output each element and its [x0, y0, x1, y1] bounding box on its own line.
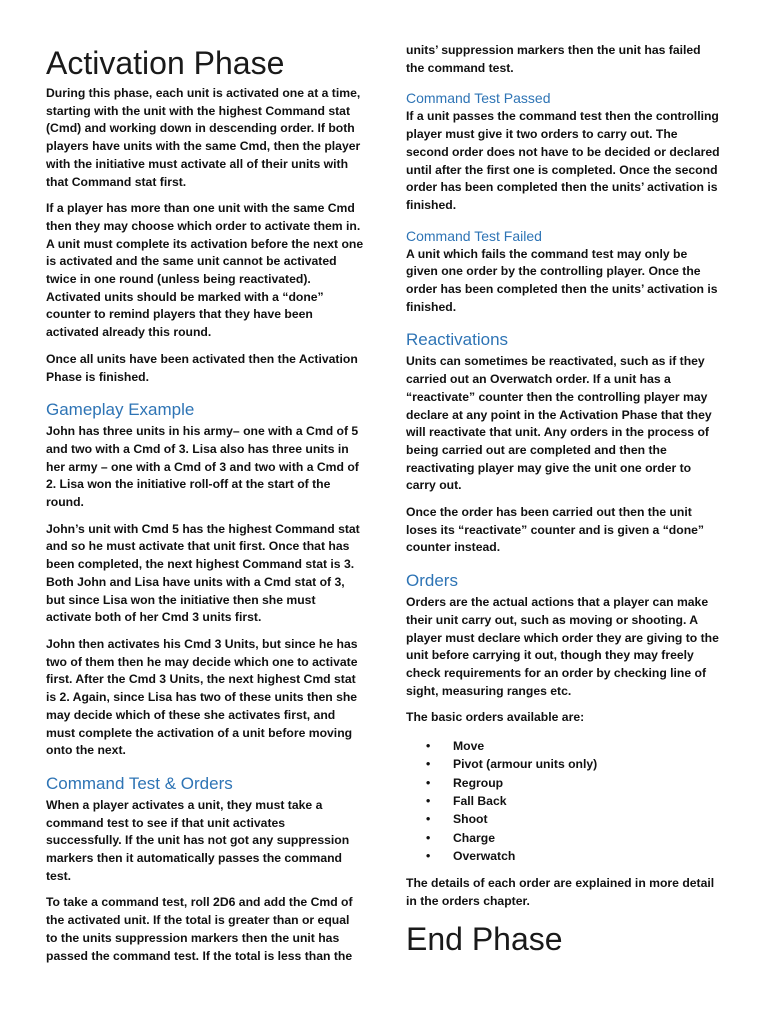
bullet-icon: •: [426, 739, 431, 754]
bullet-icon: •: [426, 757, 431, 772]
gameplay-paragraph-1: John has three units in his army– one with a Cmd of 5 and two with a Cmd of 3. Lisa also has three units in her army – one with a Cmd of 3 and two with a Cmd of 2. Lisa won the initiative roll-off at the start of the round.: [46, 424, 359, 510]
command-test-heading: Command Test & Orders: [46, 773, 233, 793]
orders-outro-paragraph: The details of each order are explained in more detail in the orders chapter.: [406, 876, 715, 908]
list-item: [406, 810, 722, 828]
list-item: [406, 829, 722, 847]
gameplay-example-heading: Gameplay Example: [46, 400, 195, 420]
page-title: Activation Phase: [46, 45, 285, 81]
command-paragraph-2: To take a command test, roll 2D6 and add the Cmd of the activated unit. If the total is greater than or equal to the units suppression markers then the unit has passed the command test. If the total is less than the: [46, 895, 353, 963]
list-item: [406, 847, 722, 865]
end-phase-heading: End Phase: [406, 920, 563, 957]
order-regroup: Regroup: [453, 775, 504, 790]
failed-paragraph: A unit which fails the command test may only be given one order by the controlling player. Once the order has been completed then the units’ activation is finished.: [406, 246, 718, 314]
intro-paragraph-1: During this phase, each unit is activated one at a time, starting with the unit with the highest Command stat (Cmd) and working down in descending order. If both players have units with the same Cmd, then the player with the initiative must activate all of their units with that Command stat first.: [46, 86, 361, 189]
bullet-icon: •: [426, 830, 431, 845]
bullet-icon: •: [426, 793, 431, 808]
bullet-icon: •: [426, 812, 431, 827]
list-item: [406, 774, 722, 792]
order-fall-back: Fall Back: [453, 793, 507, 808]
orders-intro-paragraph: Orders are the actual actions that a player can make their unit carry out, such as moving or shooting. A player must declare which order they are giving to the unit before carrying it out, though they may freely check requirements for an order by checking line of sight, measuring ranges etc.: [406, 595, 719, 698]
left-column: [46, 0, 364, 974]
continued-paragraph: units’ suppression markers then the unit has failed the command test.: [406, 43, 701, 75]
command-test-passed-heading: Command Test Passed: [406, 90, 551, 107]
order-pivot: Pivot (armour units only): [453, 757, 598, 772]
intro-paragraph-2: If a player has more than one unit with the same Cmd then they may choose which order to activate them in. A unit must complete its activation before the next one is activated and the same unit cannot be activated twice in one round (unless being reactivated). Activated units should be marked with a “done” counter to remind players that they have been activated already this round.: [46, 201, 364, 340]
order-shoot: Shoot: [453, 812, 488, 827]
list-item: [406, 755, 722, 773]
order-charge: Charge: [453, 830, 495, 845]
command-paragraph-1: When a player activates a unit, they must take a command test to see if that unit activates successfully. If the unit has not got any suppression markers then it automatically passes the command test.: [46, 797, 350, 883]
command-test-failed-heading: Command Test Failed: [406, 227, 542, 244]
reactivations-heading: Reactivations: [406, 330, 509, 350]
bullet-icon: •: [426, 775, 431, 790]
reactivations-paragraph-2: Once the order has been carried out then the unit loses its “reactivate” counter and is given a “done” counter instead.: [406, 505, 705, 555]
reactivations-paragraph-1: Units can sometimes be reactivated, such as if they carried out an Overwatch order. If a unit has a “reactivate” counter then the controlling player may declare at any point in the Activation Phase that they will reactivate that unit. Any orders in the process of being carried out are completed and then the reactivating player may give the unit one order to carry out.: [406, 354, 712, 493]
passed-paragraph: If a unit passes the command test then the controlling player must give it two orders to carry out. The second order does not have to be decided or declared until after the first one is completed. Once the second order has been completed then the units’ activation is finished.: [406, 109, 720, 212]
gameplay-paragraph-3: John then activates his Cmd 3 Units, but since he has two of them then he may decide which one to activate first. After the Cmd 3 Units, the next highest Cmd stat is 2. Again, since Lisa has two of these units then she may decide which of these she activates first, and must complete the activation of a unit before moving onto the next.: [46, 636, 358, 758]
order-move: Move: [453, 739, 485, 754]
orders-list: [406, 737, 722, 865]
orders-list-intro: The basic orders available are:: [406, 710, 585, 725]
intro-paragraph-3: Once all units have been activated then the Activation Phase is finished.: [46, 351, 358, 384]
bullet-icon: •: [426, 848, 431, 863]
list-item: [406, 737, 722, 755]
right-column: [406, 0, 722, 957]
order-overwatch: Overwatch: [453, 848, 516, 863]
gameplay-paragraph-2: John’s unit with Cmd 5 has the highest Command stat and so he must activate that unit first. Once that has been completed, the next highest Command stat is 3. Both John and Lisa have units with a Cmd stat of 3, but since Lisa won the initiative then she must activate both of her Cmd 3 units first.: [46, 521, 360, 625]
orders-heading: Orders: [406, 571, 458, 591]
list-item: [406, 792, 722, 810]
